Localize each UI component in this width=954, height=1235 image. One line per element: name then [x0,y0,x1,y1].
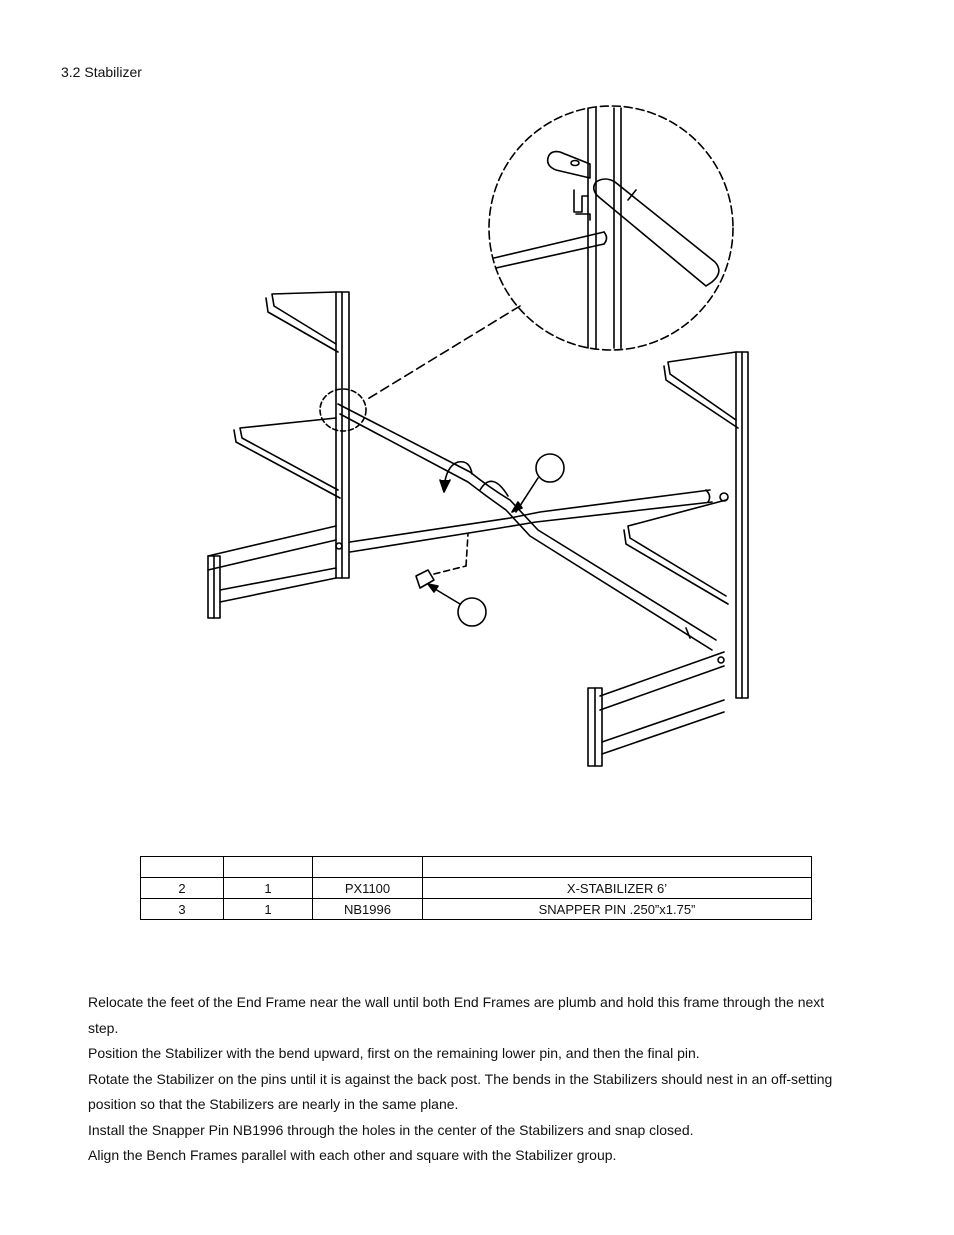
part-number: PX1100 [313,878,423,899]
snapper-pin [416,534,468,588]
instruction-list [88,990,848,1169]
callout-snapper-pin [428,584,486,626]
left-end-frame [208,292,349,618]
table-row [141,899,812,920]
table-header-cell [141,857,224,878]
table-row [141,878,812,899]
instruction-step: Install the Snapper Pin NB1996 through the holes in the center of the Stabilizers and snap closed. [88,1121,694,1138]
part-description: X-STABILIZER 6’ [423,878,812,899]
part-number: NB1996 [313,899,423,920]
table-header-cell [224,857,313,878]
quantity: 1 [224,878,313,899]
instruction-step: Rotate the Stabilizer on the pins until it is against the back post. The bends in the Stabilizers should nest in an off-setting position so that the Stabilizers are nearly in the same plane. [88,1070,833,1112]
item-number: 3 [141,899,224,920]
instruction-step: Relocate the feet of the End Frame near the wall until both End Frames are plumb and hold this frame through the next step. [88,994,825,1036]
rotate-arrow-head [440,480,450,492]
part-description: SNAPPER PIN .250”x1.75” [423,899,812,920]
table-header-row [141,857,812,878]
parts-table [140,856,812,920]
callout-stabilizer [512,454,564,512]
table-header-cell [423,857,812,878]
detail-magnifier [489,106,733,350]
section-title: 3.2 Stabilizer [61,64,142,80]
detail-leader [366,306,520,400]
right-end-frame [588,352,748,766]
instruction-step: Align the Bench Frames parallel with each other and square with the Stabilizer group. [88,1147,617,1163]
x-stabilizer-b [350,490,712,552]
item-number: 2 [141,878,224,899]
x-stabilizer-a [338,404,716,650]
quantity: 1 [224,899,313,920]
instruction-step: Position the Stabilizer with the bend upward, first on the remaining lower pin, and then the final pin. [88,1045,700,1061]
table-header-cell [313,857,423,878]
